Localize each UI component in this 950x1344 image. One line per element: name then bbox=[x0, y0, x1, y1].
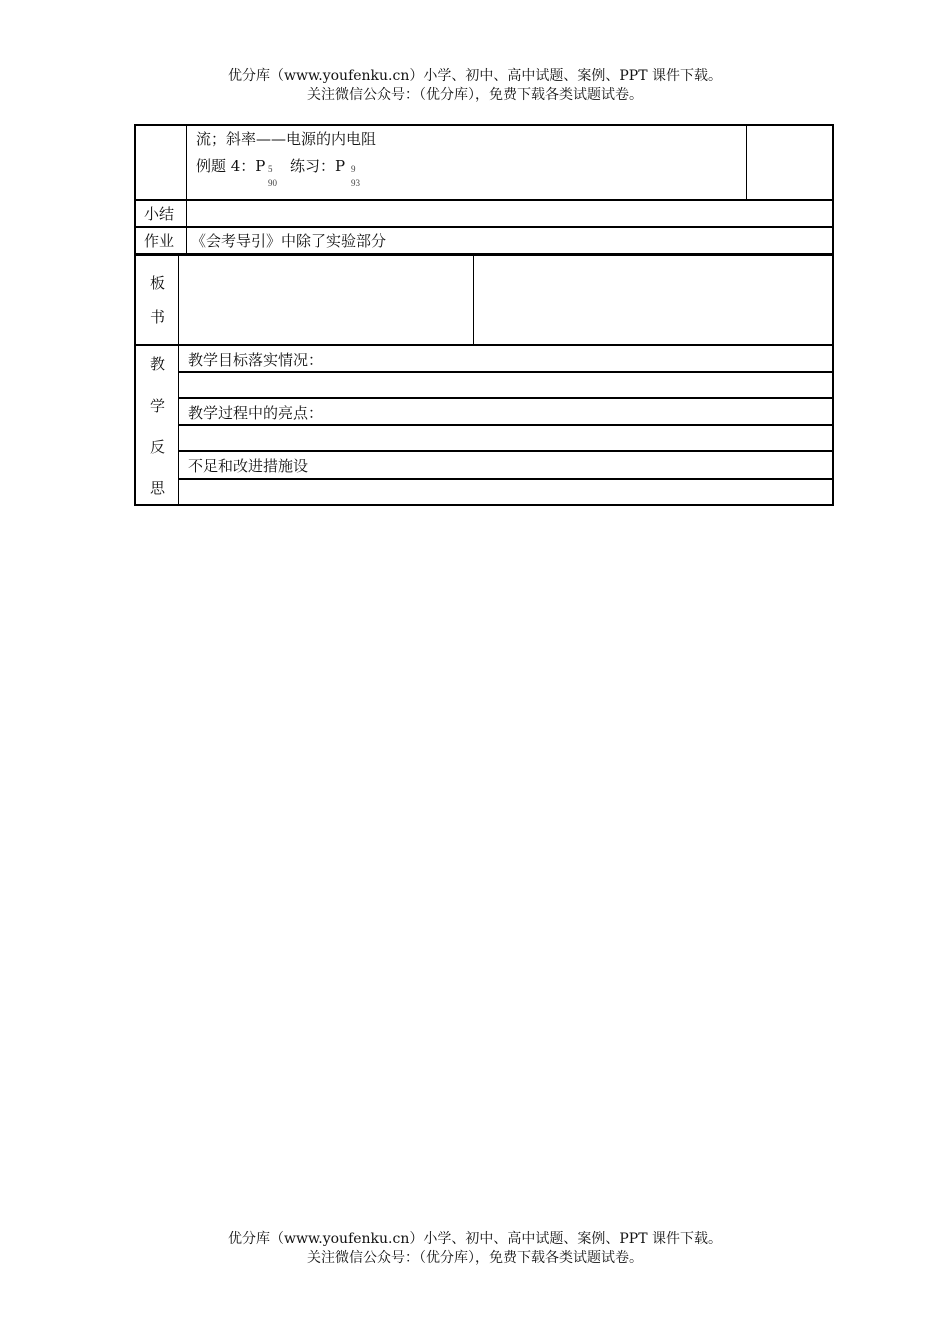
row-divider-summary bbox=[134, 226, 834, 228]
table-border-right bbox=[832, 124, 834, 506]
example-label: 例题 4：P bbox=[196, 157, 266, 175]
row-divider-board bbox=[134, 344, 834, 346]
reflection-label-char-4: 思 bbox=[150, 479, 166, 497]
table-border-bottom bbox=[134, 504, 834, 506]
exercise-sup: 9 bbox=[351, 164, 356, 174]
reflection-line-5 bbox=[179, 478, 834, 480]
board-label-char-1: 板 bbox=[150, 274, 166, 292]
exercise-sub: 93 bbox=[351, 178, 360, 188]
content-line-1: 流；斜率——电源的内电阻 bbox=[196, 130, 377, 148]
homework-value: 《会考导引》中除了实验部分 bbox=[191, 232, 387, 250]
reflection-label-char-1: 教 bbox=[150, 355, 166, 373]
table-border-top bbox=[134, 124, 834, 126]
reflection-line-2 bbox=[179, 397, 834, 399]
reflection-highlight: 教学过程中的亮点： bbox=[188, 404, 324, 422]
example-sub: 90 bbox=[268, 178, 277, 188]
row-divider-content bbox=[134, 199, 834, 201]
table-border-left bbox=[134, 124, 136, 506]
exercise-label: 练习：P bbox=[290, 157, 346, 175]
reflection-goal: 教学目标落实情况： bbox=[188, 351, 324, 369]
page-header bbox=[0, 67, 950, 105]
summary-label: 小结 bbox=[144, 205, 175, 223]
header-line-2: 关注微信公众号：（优分库），免费下载各类试题试卷。 bbox=[307, 87, 643, 103]
board-label-char-2: 书 bbox=[150, 308, 166, 326]
col-divider-label-lower bbox=[178, 254, 179, 506]
header-line-1: 优分库（www.youfenku.cn）小学、初中、高中试题、案例、PPT 课件下载。 bbox=[227, 68, 722, 84]
reflection-line-1 bbox=[179, 371, 834, 373]
reflection-label-char-2: 学 bbox=[150, 397, 166, 415]
row-divider-homework bbox=[134, 253, 834, 256]
col-divider-notes bbox=[746, 124, 747, 200]
page-footer bbox=[0, 1230, 950, 1268]
reflection-line-4 bbox=[179, 450, 834, 452]
example-sup: 5 bbox=[268, 164, 273, 174]
footer-line-2: 关注微信公众号：（优分库），免费下载各类试题试卷。 bbox=[307, 1250, 643, 1266]
reflection-line-3 bbox=[179, 424, 834, 426]
col-divider-label bbox=[186, 124, 187, 254]
homework-label: 作业 bbox=[144, 232, 175, 250]
reflection-label-char-3: 反 bbox=[150, 438, 166, 456]
reflection-improve: 不足和改进措施设 bbox=[188, 457, 309, 475]
footer-line-1: 优分库（www.youfenku.cn）小学、初中、高中试题、案例、PPT 课件下载。 bbox=[227, 1231, 722, 1247]
col-divider-board bbox=[473, 254, 474, 345]
